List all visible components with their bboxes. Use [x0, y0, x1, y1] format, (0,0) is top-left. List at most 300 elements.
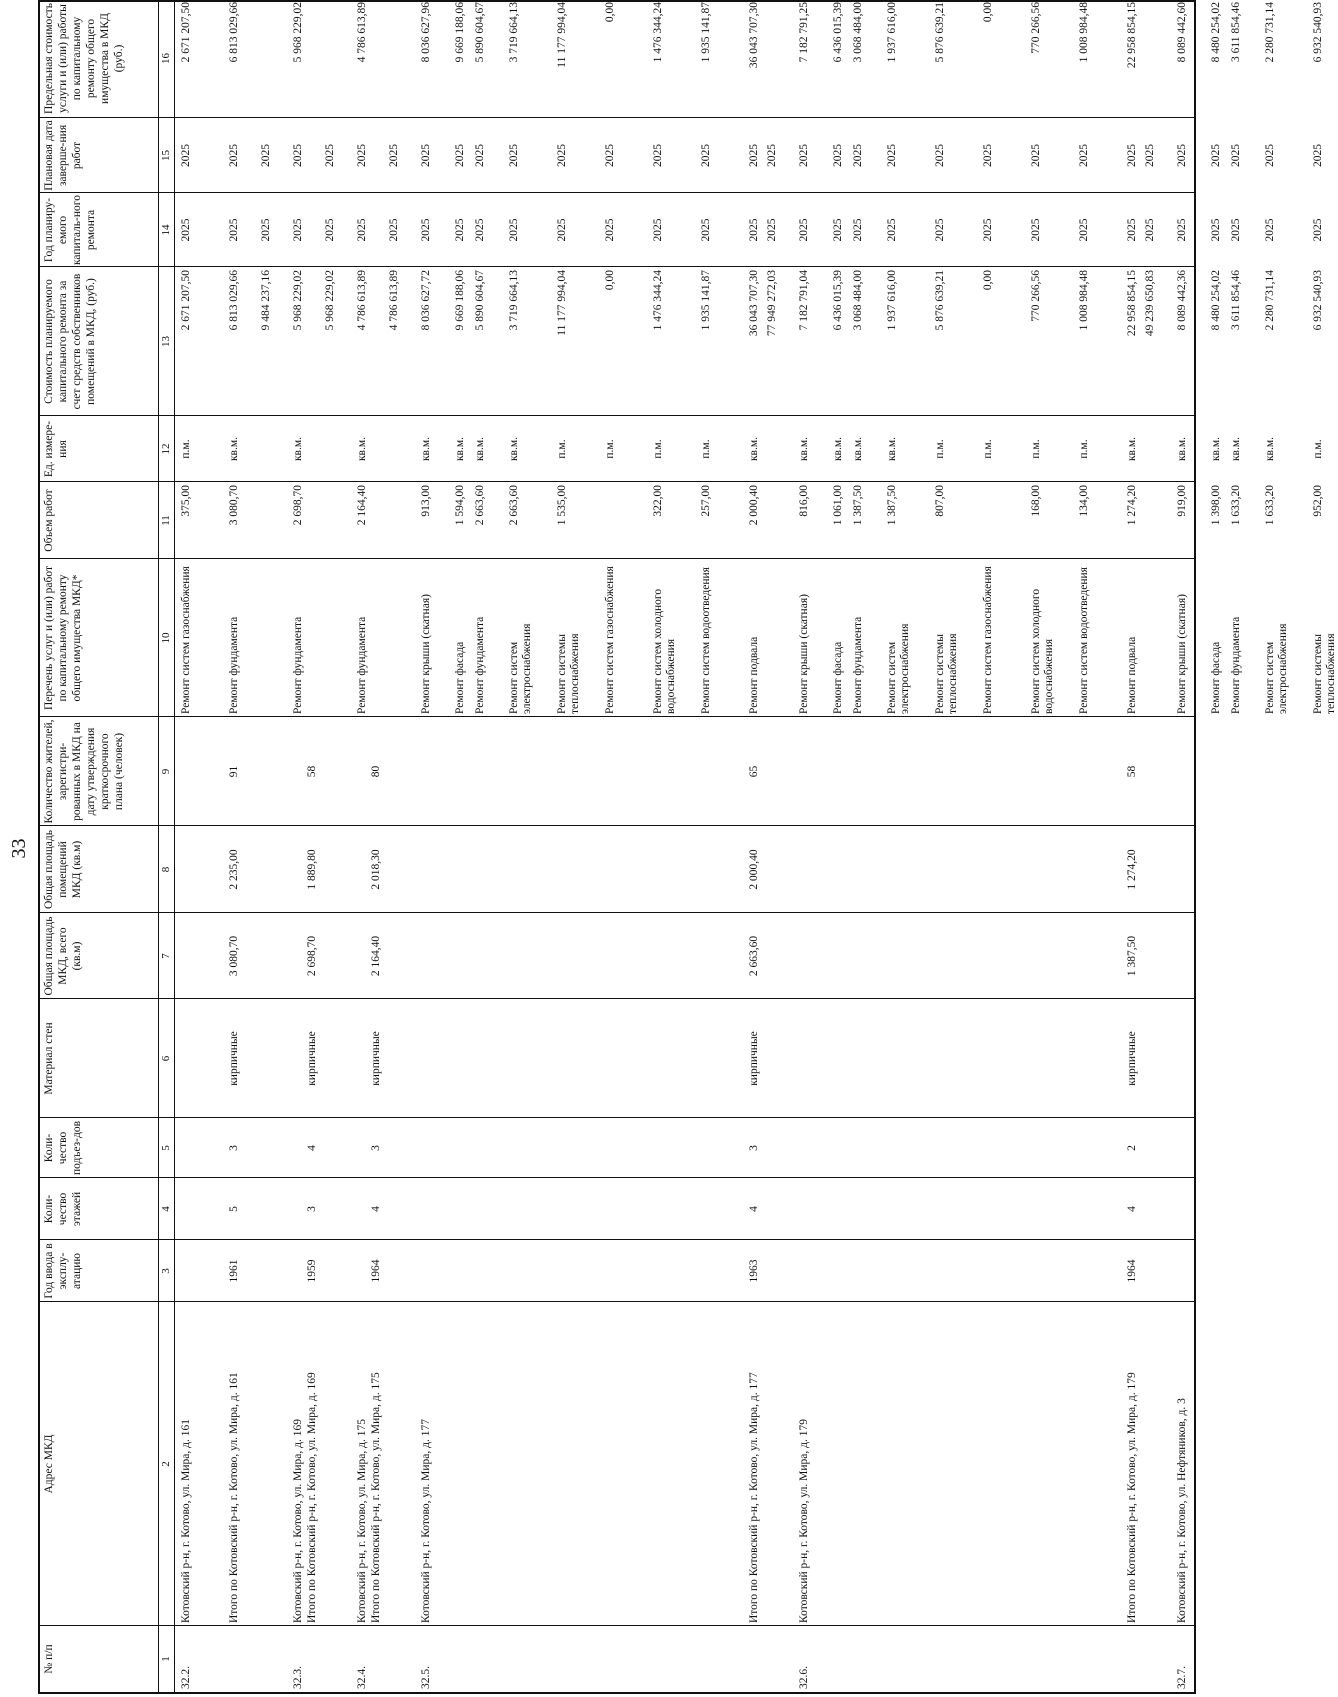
work-limit-cost: 22 958 854,15: [1126, 2, 1138, 69]
mkd-address: Котовский р-н, г. Котово, ул. Мира, д. 161: [180, 1419, 192, 1623]
header-area-rooms: Общая площадь помещений МКД (кв.м): [43, 830, 83, 909]
work-unit: кв.м.: [886, 436, 898, 462]
work-cost: 4 786 613,89: [356, 270, 368, 331]
header-floors: Коли-чество этажей: [43, 1191, 83, 1227]
work-unit: кв.м.: [508, 436, 520, 462]
column-number-15: 15: [160, 150, 172, 161]
row-number: 32.7.: [1176, 1666, 1188, 1689]
work-limit-cost: 3 611 854,46: [1230, 2, 1242, 62]
work-done-date: 2025: [1230, 144, 1242, 167]
work-cost: 3 611 854,46: [1230, 270, 1242, 330]
work-done-date: 2025: [798, 144, 810, 167]
total-repair-year: 2025: [1144, 218, 1156, 242]
work-volume: 134,00: [1078, 485, 1090, 517]
work-unit: п.м.: [604, 439, 616, 459]
wall-material: кирпичные: [1126, 1031, 1138, 1086]
work-done-date: 2025: [1078, 144, 1090, 167]
header-volume: Объем работ: [43, 489, 55, 552]
work-done-date: 2025: [1126, 144, 1138, 167]
commissioning-year: 1964: [1126, 1259, 1138, 1283]
work-repair-year: 2025: [454, 218, 466, 242]
total-repair-year: 2025: [388, 218, 400, 242]
column-number-14: 14: [160, 224, 172, 236]
work-repair-year: 2025: [1176, 218, 1188, 242]
floor-count: 4: [1126, 1206, 1138, 1212]
work-unit: п.м.: [934, 439, 946, 459]
work-name: Ремонт фундамента: [228, 616, 240, 714]
work-unit: п.м.: [982, 439, 994, 459]
work-repair-year: 2025: [700, 218, 712, 242]
work-limit-cost: 1 476 344,24: [652, 2, 664, 63]
work-done-date: 2025: [700, 144, 712, 167]
work-name: Ремонт фундамента: [292, 616, 304, 714]
work-done-date: 2025: [982, 144, 994, 167]
column-number-5: 5: [160, 1145, 172, 1151]
total-label: Итого по Котовский р-н, г. Котово, ул. Мира, д. 179: [1126, 1372, 1138, 1623]
column-divider: [40, 481, 1194, 482]
work-limit-cost: 6 436 015,39: [832, 2, 844, 63]
total-repair-year: 2025: [766, 218, 778, 242]
work-name: Ремонт крыши (скатная): [1176, 594, 1188, 714]
work-volume: 322,00: [652, 485, 664, 517]
work-limit-cost: 5 876 639,21: [934, 2, 946, 63]
column-divider: [40, 1117, 1194, 1118]
work-unit: п.м.: [700, 439, 712, 459]
work-cost: 5 890 604,67: [474, 270, 486, 331]
total-repair-year: 2025: [324, 218, 336, 242]
wall-material: кирпичные: [748, 1031, 760, 1086]
work-cost: 0,00: [982, 270, 994, 291]
work-done-date: 2025: [1030, 144, 1042, 167]
work-cost: 36 043 707,30: [748, 270, 760, 337]
work-volume: 257,00: [700, 485, 712, 517]
repair-plan-table: [38, 0, 1337, 1694]
work-limit-cost: 3 068 484,00: [852, 2, 864, 63]
resident-count: 58: [1126, 765, 1138, 778]
total-area: 3 080,70: [228, 935, 240, 977]
work-name: Ремонт систем газоснабжения: [180, 566, 192, 714]
total-done-date: 2025: [766, 144, 778, 167]
entrance-count: 3: [748, 1145, 760, 1151]
work-done-date: 2025: [1210, 144, 1222, 167]
work-unit: кв.м.: [852, 436, 864, 462]
column-divider: [40, 912, 1194, 913]
work-volume: 1 535,00: [556, 485, 568, 526]
header-address: Адрес МКД: [43, 1434, 55, 1494]
mkd-address: Котовский р-н, г. Котово, ул. Мира, д. 169: [292, 1419, 304, 1623]
commissioning-year: 1959: [306, 1259, 318, 1283]
mkd-address: Котовский р-н, г. Котово, ул. Мира, д. 179: [798, 1419, 810, 1623]
work-limit-cost: 8 036 627,96: [420, 2, 432, 63]
header-area-total: Общая площадь МКД, всего (кв.м): [43, 916, 83, 996]
work-cost: 0,00: [604, 270, 616, 291]
work-cost: 3 068 484,00: [852, 270, 864, 331]
work-done-date: 2025: [748, 144, 760, 167]
work-limit-cost: 6 932 540,93: [1312, 2, 1324, 63]
floor-count: 4: [748, 1206, 760, 1212]
work-limit-cost: 2 671 207,50: [180, 2, 192, 63]
work-repair-year: 2025: [1230, 218, 1242, 242]
total-label: Итого по Котовский р-н, г. Котово, ул. Мира, д. 177: [748, 1372, 760, 1623]
total-area: 2 698,70: [306, 935, 318, 977]
work-unit: кв.м.: [356, 436, 368, 462]
work-volume: 2 000,40: [748, 485, 760, 526]
work-done-date: 2025: [852, 144, 864, 167]
row-number: 32.3.: [292, 1666, 304, 1689]
mkd-address: Котовский р-н, г. Котово, ул. Нефтяников, д. 3: [1176, 1398, 1188, 1623]
work-done-date: 2025: [886, 144, 898, 167]
resident-count: 65: [748, 765, 760, 778]
resident-count: 91: [228, 765, 240, 778]
column-number-8: 8: [160, 866, 172, 873]
work-name: Ремонт фасада: [454, 641, 466, 714]
work-volume: 2 663,60: [508, 485, 520, 526]
mkd-address: Котовский р-н, г. Котово, ул. Мира, д. 175: [356, 1419, 368, 1623]
column-number-12: 12: [160, 443, 172, 455]
work-cost: 1 008 984,48: [1078, 270, 1090, 331]
work-limit-cost: 9 669 188,06: [454, 2, 466, 63]
work-cost: 3 719 664,13: [508, 270, 520, 331]
total-repair-year: 2025: [260, 218, 272, 242]
total-area: 2 164,40: [370, 935, 382, 977]
work-cost: 1 476 344,24: [652, 270, 664, 331]
work-volume: 919,00: [1176, 485, 1188, 517]
work-repair-year: 2025: [228, 218, 240, 242]
column-number-6: 6: [160, 1055, 172, 1062]
work-repair-year: 2025: [1312, 218, 1324, 242]
work-unit: кв.м.: [454, 436, 466, 462]
rooms-area: 2 235,00: [228, 849, 240, 890]
work-done-date: 2025: [474, 144, 486, 167]
work-repair-year: 2025: [748, 218, 760, 242]
work-repair-year: 2025: [356, 218, 368, 242]
work-volume: 3 080,70: [228, 485, 240, 526]
total-area: 2 663,60: [748, 935, 760, 977]
work-name: Ремонт систем холодного водоснабжения: [652, 588, 677, 714]
work-limit-cost: 4 786 613,89: [356, 2, 368, 63]
work-volume: 1 633,20: [1264, 485, 1276, 526]
total-area: 1 387,50: [1126, 935, 1138, 977]
mkd-address: Котовский р-н, г. Котово, ул. Мира, д. 177: [420, 1419, 432, 1623]
work-unit: кв.м.: [474, 436, 486, 462]
work-unit: п.м.: [556, 439, 568, 459]
work-volume: 2 164,40: [356, 485, 368, 526]
work-volume: 1 387,50: [886, 485, 898, 526]
header-works: Перечень услуг и (или) работ по капитальному ремонту общего имущества МКД*: [43, 566, 83, 711]
work-cost: 6 813 029,66: [228, 270, 240, 331]
column-number-13: 13: [160, 336, 172, 347]
work-unit: кв.м.: [420, 436, 432, 462]
header-entrances: Коли-чество подъез-дов: [43, 1120, 83, 1176]
row-number: 32.5.: [420, 1666, 432, 1689]
work-cost: 22 958 854,15: [1126, 270, 1138, 337]
work-cost: 8 036 627,72: [420, 270, 432, 331]
work-name: Ремонт систем водоотведения: [1078, 567, 1090, 714]
work-cost: 5 876 639,21: [934, 270, 946, 331]
work-name: Ремонт систем холодного водоснабжения: [1030, 588, 1055, 714]
work-repair-year: 2025: [652, 218, 664, 242]
work-done-date: 2025: [604, 144, 616, 167]
work-done-date: 2025: [832, 144, 844, 167]
entrance-count: 3: [228, 1145, 240, 1151]
work-volume: 1 387,50: [852, 485, 864, 526]
work-unit: кв.м.: [1126, 436, 1138, 462]
column-number-2: 2: [160, 1461, 172, 1467]
work-volume: 913,00: [420, 485, 432, 517]
commissioning-year: 1961: [228, 1259, 240, 1283]
column-number-7: 7: [160, 953, 172, 959]
work-unit: п.м.: [1030, 439, 1042, 459]
column-divider: [40, 192, 1194, 193]
work-done-date: 2025: [508, 144, 520, 167]
row-number: 32.6.: [798, 1666, 810, 1689]
work-cost: 8 089 442,36: [1176, 270, 1188, 331]
entrance-count: 3: [370, 1145, 382, 1151]
work-limit-cost: 7 182 791,25: [798, 2, 810, 63]
work-done-date: 2025: [1176, 144, 1188, 167]
work-name: Ремонт системы теплоснабжения: [934, 633, 959, 714]
work-volume: 375,00: [180, 485, 192, 517]
work-name: Ремонт фасада: [832, 641, 844, 714]
work-done-date: 2025: [454, 144, 466, 167]
floor-count: 5: [228, 1206, 240, 1212]
work-volume: 952,00: [1312, 485, 1324, 517]
work-repair-year: 2025: [886, 218, 898, 242]
work-repair-year: 2025: [852, 218, 864, 242]
work-cost: 8 480 254,02: [1210, 270, 1222, 331]
work-unit: кв.м.: [748, 436, 760, 462]
work-name: Ремонт крыши (скатная): [420, 594, 432, 714]
work-repair-year: 2025: [1264, 218, 1276, 242]
work-limit-cost: 2 280 731,14: [1264, 2, 1276, 63]
work-volume: 1 633,20: [1230, 485, 1242, 526]
total-label: Итого по Котовский р-н, г. Котово, ул. Мира, д. 175: [370, 1372, 382, 1623]
work-volume: 1 274,20: [1126, 485, 1138, 526]
header-repair-year: Год планиру-емого капиталь-ного ремонта: [43, 195, 97, 265]
work-repair-year: 2025: [934, 218, 946, 242]
header-material: Материал стен: [43, 1022, 55, 1095]
row-number: 32.4.: [356, 1666, 368, 1689]
work-done-date: 2025: [652, 144, 664, 167]
work-repair-year: 2025: [1030, 218, 1042, 242]
work-cost: 1 935 141,87: [700, 270, 712, 331]
entrance-count: 2: [1126, 1145, 1138, 1151]
work-volume: 816,00: [798, 485, 810, 517]
work-name: Ремонт фундамента: [474, 616, 486, 714]
work-cost: 11 177 994,04: [556, 270, 568, 336]
work-cost: 770 266,56: [1030, 270, 1042, 322]
work-name: Ремонт системы теплоснабжения: [1312, 633, 1337, 714]
entrance-count: 4: [306, 1145, 318, 1151]
header-unit: Ед. измере-ния: [43, 420, 69, 478]
column-divider: [40, 825, 1194, 826]
work-name: Ремонт фундамента: [356, 616, 368, 714]
work-repair-year: 2025: [1126, 218, 1138, 242]
work-limit-cost: 8 089 442,60: [1176, 2, 1188, 63]
work-cost: 6 932 540,93: [1312, 270, 1324, 331]
work-unit: п.м.: [1078, 439, 1090, 459]
column-number-16: 16: [160, 53, 172, 64]
work-name: Ремонт фундамента: [852, 616, 864, 714]
work-name: Ремонт подвала: [748, 636, 760, 714]
work-limit-cost: 1 008 984,48: [1078, 2, 1090, 63]
work-done-date: 2025: [934, 144, 946, 167]
work-name: Ремонт систем газоснабжения: [982, 566, 994, 714]
column-number-3: 3: [160, 1268, 172, 1274]
column-divider: [40, 998, 1194, 999]
rooms-area: 1 274,20: [1126, 849, 1138, 890]
work-repair-year: 2025: [556, 218, 568, 242]
work-unit: п.м.: [180, 439, 192, 459]
commissioning-year: 1964: [370, 1259, 382, 1283]
total-cost: 5 968 229,02: [324, 270, 336, 331]
work-limit-cost: 5 968 229,02: [292, 2, 304, 63]
work-cost: 9 669 188,06: [454, 270, 466, 331]
work-repair-year: 2025: [982, 218, 994, 242]
work-repair-year: 2025: [604, 218, 616, 242]
work-unit: кв.м.: [832, 436, 844, 462]
work-repair-year: 2025: [180, 218, 192, 242]
work-limit-cost: 1 937 616,00: [886, 2, 898, 63]
column-divider: [40, 1239, 1194, 1240]
work-limit-cost: 11 177 994,04: [556, 2, 568, 68]
header-num: № п/п: [43, 1644, 55, 1674]
column-number-10: 10: [160, 632, 172, 644]
work-unit: кв.м.: [1176, 436, 1188, 462]
column-divider: [40, 415, 1194, 416]
total-label: Итого по Котовский р-н, г. Котово, ул. Мира, д. 161: [228, 1372, 240, 1623]
work-name: Ремонт систем электроснабжения: [508, 623, 533, 714]
work-unit: п.м.: [1312, 439, 1324, 459]
work-unit: п.м.: [652, 439, 664, 459]
total-done-date: 2025: [388, 144, 400, 167]
total-cost: 49 239 650,83: [1144, 270, 1156, 337]
work-name: Ремонт фундамента: [1230, 616, 1242, 714]
work-done-date: 2025: [1312, 144, 1324, 167]
work-limit-cost: 8 480 254,02: [1210, 2, 1222, 63]
total-label: Итого по Котовский р-н, г. Котово, ул. Мира, д. 169: [306, 1372, 318, 1623]
header-done-date: Плановая дата заверше-ния работ: [43, 120, 83, 191]
work-name: Ремонт системы теплоснабжения: [556, 633, 581, 714]
work-name: Ремонт систем водоотведения: [700, 567, 712, 714]
work-name: Ремонт фасада: [1210, 641, 1222, 714]
work-repair-year: 2025: [832, 218, 844, 242]
work-done-date: 2025: [556, 144, 568, 167]
work-repair-year: 2025: [508, 218, 520, 242]
work-limit-cost: 3 719 664,13: [508, 2, 520, 63]
row-number: 32.2.: [180, 1666, 192, 1689]
work-name: Ремонт систем газоснабжения: [604, 566, 616, 714]
total-cost: 77 949 272,03: [766, 270, 778, 337]
work-volume: 2 698,70: [292, 485, 304, 526]
work-repair-year: 2025: [420, 218, 432, 242]
work-done-date: 2025: [180, 144, 192, 167]
work-cost: 2 280 731,14: [1264, 270, 1276, 331]
wall-material: кирпичные: [228, 1031, 240, 1086]
work-cost: 2 671 207,50: [180, 270, 192, 331]
header-cost: Стоимость планируемого капитального ремонта за счет средств собственников помещений в МКД, (руб.): [43, 273, 97, 410]
column-divider: [40, 117, 1194, 118]
work-repair-year: 2025: [1210, 218, 1222, 242]
work-volume: 1 061,00: [832, 485, 844, 526]
floor-count: 4: [370, 1206, 382, 1212]
work-name: Ремонт подвала: [1126, 636, 1138, 714]
work-done-date: 2025: [292, 144, 304, 167]
work-done-date: 2025: [1264, 144, 1276, 167]
column-divider: [40, 1301, 1194, 1302]
total-done-date: 2025: [260, 144, 272, 167]
work-done-date: 2025: [356, 144, 368, 167]
work-repair-year: 2025: [1078, 218, 1090, 242]
work-name: Ремонт систем электроснабжения: [886, 623, 911, 714]
header-divider: [174, 2, 175, 1692]
work-unit: кв.м.: [292, 436, 304, 462]
column-divider: [40, 716, 1194, 717]
work-name: Ремонт крыши (скатная): [798, 594, 810, 714]
floor-count: 3: [306, 1206, 318, 1212]
column-divider: [40, 1625, 1194, 1626]
column-number-4: 4: [160, 1206, 172, 1212]
work-limit-cost: 0,00: [982, 2, 994, 23]
work-repair-year: 2025: [798, 218, 810, 242]
column-divider: [40, 558, 1194, 559]
work-cost: 6 436 015,39: [832, 270, 844, 331]
column-number-1: 1: [160, 1656, 172, 1662]
work-name: Ремонт систем электроснабжения: [1264, 623, 1289, 714]
work-cost: 1 937 616,00: [886, 270, 898, 331]
work-repair-year: 2025: [292, 218, 304, 242]
wall-material: кирпичные: [306, 1031, 318, 1086]
header-residents: Количество жителей, зарегистри-рованных в МКД на дату утверждения краткосрочного плана (человек): [43, 719, 125, 824]
resident-count: 58: [306, 765, 318, 778]
work-limit-cost: 5 890 604,67: [474, 2, 486, 63]
total-done-date: 2025: [1144, 144, 1156, 167]
page-number: 33: [8, 838, 30, 859]
work-volume: 168,00: [1030, 485, 1042, 517]
rooms-area: 2 000,40: [748, 849, 760, 890]
column-divider: [40, 266, 1194, 267]
work-unit: кв.м.: [1264, 436, 1276, 462]
rooms-area: 2 018,30: [370, 849, 382, 890]
work-cost: 7 182 791,04: [798, 270, 810, 331]
total-cost: 4 786 613,89: [388, 270, 400, 331]
header-limit-cost: Предельная стоимость услуги и (или) работы по капитальному ремонту общего имущества в МКД (руб.): [43, 3, 125, 114]
work-limit-cost: 770 266,56: [1030, 2, 1042, 54]
rooms-area: 1 889,80: [306, 849, 318, 890]
work-limit-cost: 1 935 141,87: [700, 2, 712, 63]
column-number-9: 9: [160, 768, 172, 775]
work-limit-cost: 6 813 029,66: [228, 2, 240, 63]
work-cost: 5 968 229,02: [292, 270, 304, 331]
wall-material: кирпичные: [370, 1031, 382, 1086]
work-unit: кв.м.: [1230, 436, 1242, 462]
total-cost: 9 484 237,16: [260, 270, 272, 331]
work-repair-year: 2025: [474, 218, 486, 242]
work-done-date: 2025: [228, 144, 240, 167]
work-unit: кв.м.: [228, 436, 240, 462]
commissioning-year: 1963: [748, 1259, 760, 1283]
resident-count: 80: [370, 765, 382, 778]
work-volume: 1 398,00: [1210, 485, 1222, 526]
work-done-date: 2025: [420, 144, 432, 167]
work-unit: кв.м.: [1210, 436, 1222, 462]
work-unit: кв.м.: [798, 436, 810, 462]
column-divider: [40, 1177, 1194, 1178]
work-volume: 807,00: [934, 485, 946, 517]
work-limit-cost: 36 043 707,30: [748, 2, 760, 69]
header-year: Год ввода в эксплу-атацию: [43, 1243, 83, 1299]
work-volume: 2 663,60: [474, 485, 486, 526]
